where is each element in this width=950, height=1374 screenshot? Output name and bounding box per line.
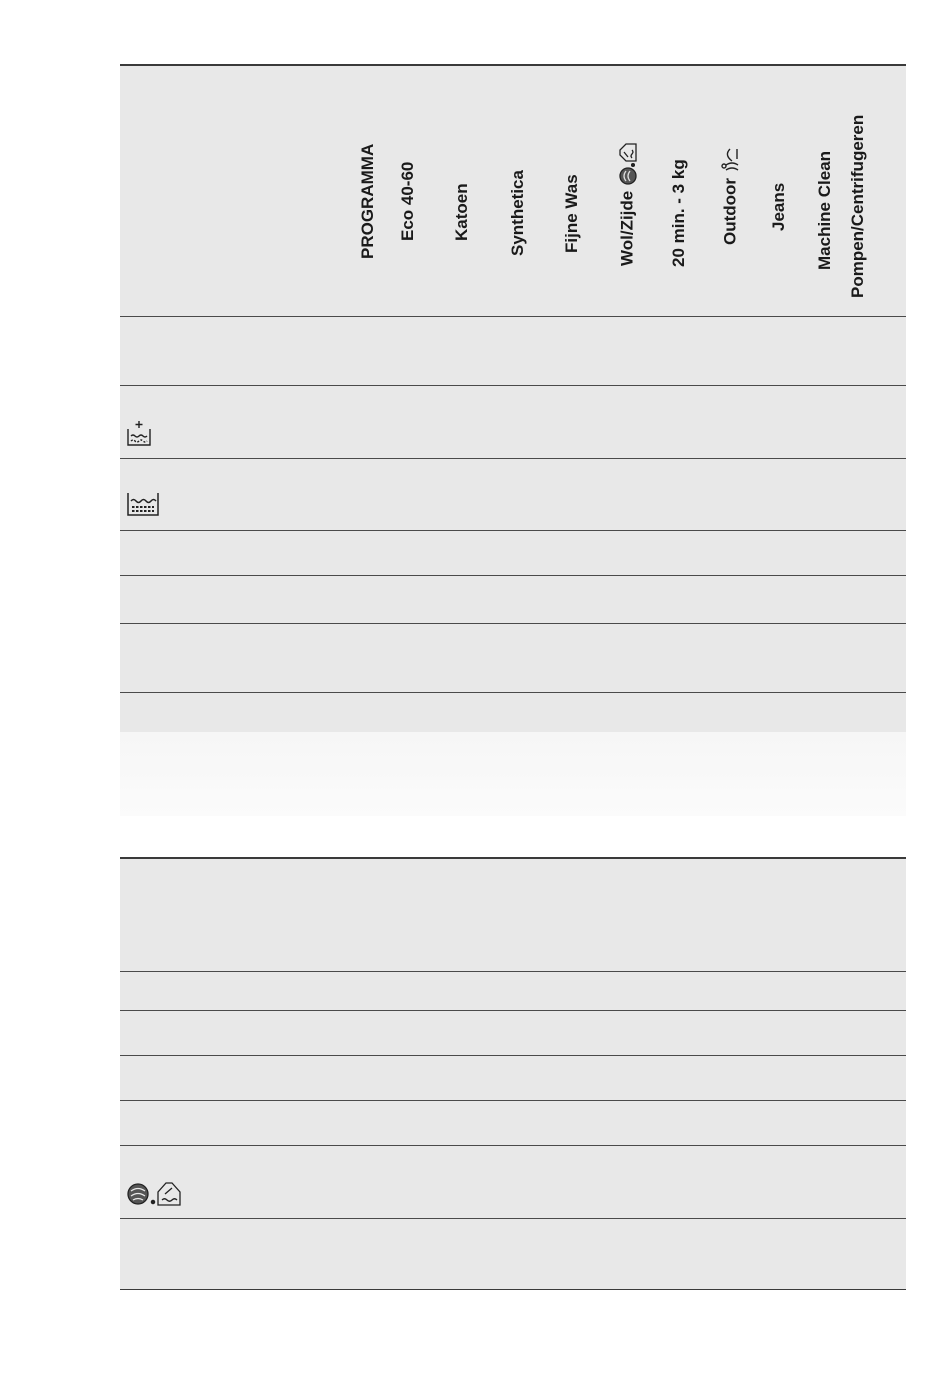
row-divider xyxy=(120,1055,906,1056)
row-divider xyxy=(120,385,906,386)
row-divider xyxy=(120,575,906,576)
table-continuation xyxy=(120,732,906,816)
programme-table xyxy=(120,64,906,735)
programme-header: PROGRAMMA xyxy=(358,143,377,259)
row-divider xyxy=(120,316,906,317)
programme-outdoor: Outdoor xyxy=(720,147,742,245)
row-divider xyxy=(120,458,906,459)
row-divider xyxy=(120,530,906,531)
programme-pompen-centrifugeren: Pompen/Centrifugeren xyxy=(848,114,867,298)
extra-rinse-icon xyxy=(126,419,152,447)
row-divider xyxy=(120,1100,906,1101)
outdoor-icon xyxy=(720,147,742,173)
wool-handwash-icon xyxy=(617,142,639,186)
programme-machine-clean: Machine Clean xyxy=(815,150,834,270)
row-divider xyxy=(120,1010,906,1011)
programme-20min-3kg: 20 min. - 3 kg xyxy=(669,159,688,267)
programme-eco-40-60: Eco 40-60 xyxy=(398,161,417,241)
programme-katoen: Katoen xyxy=(452,183,471,241)
soak-water-icon xyxy=(126,490,160,518)
programme-fijne-was: Fijne Was xyxy=(562,174,581,253)
wool-handwash-icon xyxy=(126,1179,182,1207)
row-divider xyxy=(120,1218,906,1219)
programme-jeans: Jeans xyxy=(769,182,788,231)
row-divider xyxy=(120,1145,906,1146)
row-divider xyxy=(120,971,906,972)
options-table xyxy=(120,857,906,1290)
row-divider xyxy=(120,692,906,693)
row-divider xyxy=(120,623,906,624)
programme-synthetica: Synthetica xyxy=(508,170,527,256)
programme-wol-zijde: Wol/Zijde xyxy=(617,142,639,266)
